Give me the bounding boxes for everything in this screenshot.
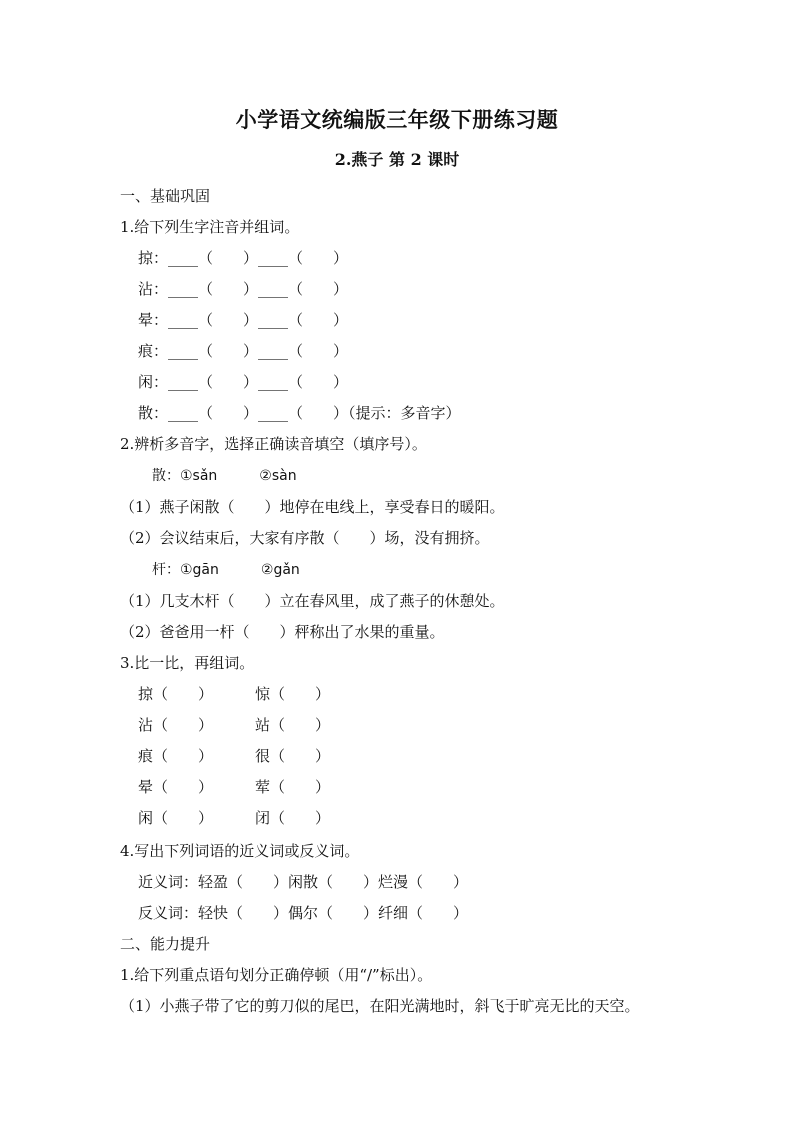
compare-right-3: 很（ ） — [255, 747, 331, 765]
pinyin-row-5: 闲：____（ ）____（ ） — [138, 373, 349, 391]
gan-readings: 杆：①gān ②gǎn — [152, 562, 300, 578]
question-1-prompt: 1.给下列生字注音并组词。 — [120, 218, 300, 236]
pinyin-row-2: 沾：____（ ）____（ ） — [138, 280, 349, 298]
compare-left-4: 晕（ ） — [138, 778, 214, 796]
compare-left-1: 掠（ ） — [138, 685, 214, 703]
section-heading-basics: 一、基础巩固 — [120, 187, 211, 205]
question-2-sentence-3: （1）几支木杆（ ）立在春风里，成了燕子的休憩处。 — [120, 592, 505, 610]
compare-right-1: 惊（ ） — [255, 685, 331, 703]
pinyin-row-6: 散：____（ ）____（ ）（提示：多音字） — [138, 404, 461, 422]
question-2-sentence-1: （1）燕子闲散（ ）地停在电线上，享受春日的暖阳。 — [120, 498, 505, 516]
pinyin-row-4: 痕：____（ ）____（ ） — [138, 342, 349, 360]
question-5-prompt: 1.给下列重点语句划分正确停顿（用“/”标出）。 — [120, 966, 433, 984]
page-title: 小学语文统编版三年级下册练习题 — [235, 107, 559, 132]
lesson-subtitle: 2.燕子 第 2 课时 — [334, 150, 460, 169]
question-2-prompt: 2.辨析多音字，选择正确读音填空（填序号）。 — [120, 435, 427, 453]
question-2-sentence-2: （2）会议结束后，大家有序散（ ）场，没有拥挤。 — [120, 529, 490, 547]
antonyms-row: 反义词：轻快（ ）偶尔（ ）纤细（ ） — [138, 904, 469, 922]
pinyin-row-3: 晕：____（ ）____（ ） — [138, 311, 349, 329]
compare-left-3: 痕（ ） — [138, 747, 214, 765]
compare-right-5: 闭（ ） — [255, 809, 331, 827]
question-3-prompt: 3.比一比，再组词。 — [120, 654, 255, 672]
compare-right-4: 荤（ ） — [255, 778, 331, 796]
question-2-sentence-4: （2）爸爸用一杆（ ）秤称出了水果的重量。 — [120, 623, 445, 641]
question-5-sentence-1: （1）小燕子带了它的剪刀似的尾巴，在阳光满地时，斜飞于旷亮无比的天空。 — [120, 997, 640, 1015]
pinyin-row-1: 掠：____（ ）____（ ） — [138, 249, 349, 267]
section-heading-ability: 二、能力提升 — [120, 935, 211, 953]
compare-left-5: 闲（ ） — [138, 809, 214, 827]
compare-left-2: 沾（ ） — [138, 716, 214, 734]
question-4-prompt: 4.写出下列词语的近义词或反义词。 — [120, 842, 360, 860]
synonyms-row: 近义词：轻盈（ ）闲散（ ）烂漫（ ） — [138, 873, 469, 891]
san-readings: 散：①sǎn ②sàn — [152, 468, 297, 484]
compare-right-2: 站（ ） — [255, 716, 331, 734]
